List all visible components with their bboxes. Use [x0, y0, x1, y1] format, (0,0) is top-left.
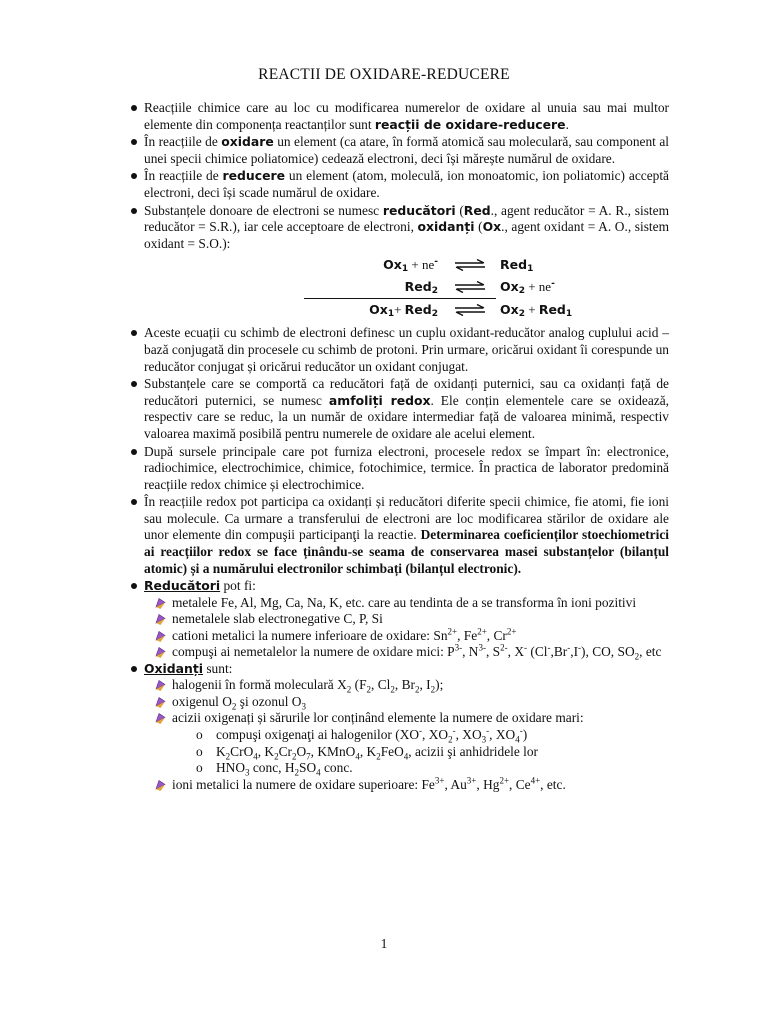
document-body	[128, 100, 669, 793]
oxidant-subitem-halogeni-oxigenati: o compuşi oxigenaţi ai halogenilor (XO-, $XO_2^-$, $XO_3^-$, $XO_4^-$)	[196, 725, 528, 745]
bullet-dot	[131, 208, 137, 214]
oxidant-subitem-acizi-conc: o $HNO_3$ conc, $H_2SO_4$ conc.	[196, 760, 353, 778]
arrow-bullet-icon	[154, 597, 167, 610]
equilibrium-arrow-icon	[453, 259, 487, 271]
reducator-item-metale: metalele Fe, Al, Mg, Ca, Na, K, etc. care au tendinta de a se transforma în ioni pozitivi	[128, 595, 669, 612]
page-number: 1	[380, 936, 388, 951]
bullet-dot	[131, 499, 137, 505]
bullet-reducere: În reacțiile de reducere un element (atom, moleculă, ion monoatomic, ion poliatomic) acceptă electroni, deci își scade numărul de oxidare.	[128, 168, 669, 201]
equation-row-1: Ox1 + ne- Red1	[383, 256, 534, 274]
reducator-item-compusi-nemetale: compuşi ai nemetalelor la numere de oxidare mici: $P^{3-}$, $N^{3-}$, $S^{2-}$, X- (Cl-,Br-,I-), CO, $SO_2$, etc	[128, 644, 669, 661]
reducator-item-nemetale: nemetalele slab electronegative C, P, Si	[128, 611, 669, 628]
bullet-dot	[131, 105, 137, 111]
bullet-definition-redox: Reacțiile chimice care au loc cu modificarea numerelor de oxidare al unuia sau mai multor elemente din componența reactanților sunt reacții de oxidare-reducere.	[128, 100, 669, 133]
bullet-oxidare: În reacțiile de oxidare un element (ca atare, în formă atomică sau moleculară, sau component al unei specii chimice poliatomice) cedează electroni, deci își mărește numărul de oxidare.	[128, 134, 669, 167]
bullet-oxidanti-heading: Oxidanți sunt:	[128, 661, 669, 678]
oxidant-item-oxigen: oxigenul $O_2$ şi ozonul $O_3$	[128, 694, 669, 711]
equation-row-2: Red2 Ox2 + ne-	[404, 278, 555, 296]
bullet-amfoliti: Substanțele care se comportă ca reducători față de oxidanți puternici, sau ca oxidanți față de reducători puternici, se numesc amfoliți redox. Ele conțin elementele care se oxidează, respectiv care se reduc, la un număr de oxidare intermediar față de valoarea minimă, respectiv valoarea maximă posibilă pentru numerele de oxidare ale acelui element.	[128, 376, 669, 442]
oxidant-subitem-saruri: o $K_2CrO_4$, $K_2Cr_2O_7$, KMnO$_4$, $K_2FeO_4$, acizii şi anhidridele lor	[196, 743, 539, 762]
equilibrium-arrow-icon	[453, 304, 487, 316]
bullet-reducatori-oxidanti: Substanțele donoare de electroni se numesc reducători (Red., agent reducător = A. R., sistem reducător = S.R.), iar cele acceptoare de electroni, oxidanți (Ox., agent oxidant = A. O., sistem oxidant = S.O.):	[128, 203, 669, 253]
arrow-bullet-icon	[154, 679, 167, 692]
bullet-dot	[131, 139, 137, 145]
reducator-item-cationi: cationi metalici la numere inferioare de oxidare: $Sn^{2+}$, $Fe^{2+}$, $Cr^{2+}$	[128, 628, 669, 645]
bullet-dot	[131, 173, 137, 179]
circle-bullet-icon: o	[196, 743, 203, 759]
bullet-reducatori-heading: Reducători pot fi:	[128, 578, 669, 595]
page-title: REACTII DE OXIDARE-REDUCERE	[258, 66, 510, 83]
circle-bullet-icon: o	[196, 726, 203, 742]
arrow-bullet-icon	[154, 779, 167, 792]
oxidant-item-acizi: acizii oxigenați și sărurile lor conținând elemente la numere de oxidare mari:	[128, 710, 669, 727]
term-oxidare: oxidare	[221, 134, 274, 150]
bullet-dot	[131, 583, 137, 589]
bullet-dot	[131, 666, 137, 672]
bullet-dot	[131, 330, 137, 336]
arrow-bullet-icon	[154, 646, 167, 659]
bullet-cuplu-redox: Aceste ecuații cu schimb de electroni definesc un cuplu oxidant-reducător analog cuplului acid – bază conjugată din procesele cu schimb de protoni. Prin urmare, oricărui oxidant îi corespunde un reducător conjugat și oricărui reducător un oxidant conjugat.	[128, 325, 669, 375]
equation-row-3: Ox1+ Red2 Ox2 + Red1	[369, 301, 573, 319]
arrow-bullet-icon	[154, 613, 167, 626]
oxidant-item-halogeni: halogenii în formă moleculară $X_2$ ($F_2$, $Cl_2$, $Br_2$, $I_2$);	[128, 677, 669, 694]
bullet-dot	[131, 381, 137, 387]
bullet-dot	[131, 449, 137, 455]
bullet-coeficienti: În reacțiile redox pot participa ca oxidanți și reducători diferite specii chimice, fie atomi, fie ioni sau molecule. Ca urmare a transferului de electroni are loc modificarea stărilor de oxidare ale unor elemente din compuşii participanţi la reactie. Determinarea coeficienților stoechiometrici ai reacțiilor redox se face ținându-se seama de conservarea masei substanțelor (bilanțul atomic) și a numărului electronilor schimbați (bilanțul electronic).	[128, 494, 669, 577]
arrow-bullet-icon	[154, 696, 167, 709]
arrow-bullet-icon	[154, 712, 167, 725]
term-redox: reacții de oxidare-reducere	[374, 116, 566, 132]
bullet-surse-electroni: După sursele principale care pot furniza electroni, procesele redox se împart în: electronice, radiochimice, electrochimice, chimice, fotochimice, termice. În practica de laborator predomină reacțiile redox chimice și electrochimice.	[128, 444, 669, 494]
circle-bullet-icon: o	[196, 760, 203, 776]
arrow-bullet-icon	[154, 630, 167, 643]
term-reducere: reducere	[222, 168, 285, 184]
equilibrium-arrow-icon	[453, 281, 487, 293]
oxidant-item-ioni-metalici: ioni metalici la numere de oxidare superioare: $Fe^{3+}$, $Au^{3+}$, $Hg^{2+}$, $Ce^{4+}$, etc.	[128, 777, 669, 794]
term-amfoliti: amfoliți redox	[328, 392, 431, 408]
redox-equations	[128, 254, 669, 321]
